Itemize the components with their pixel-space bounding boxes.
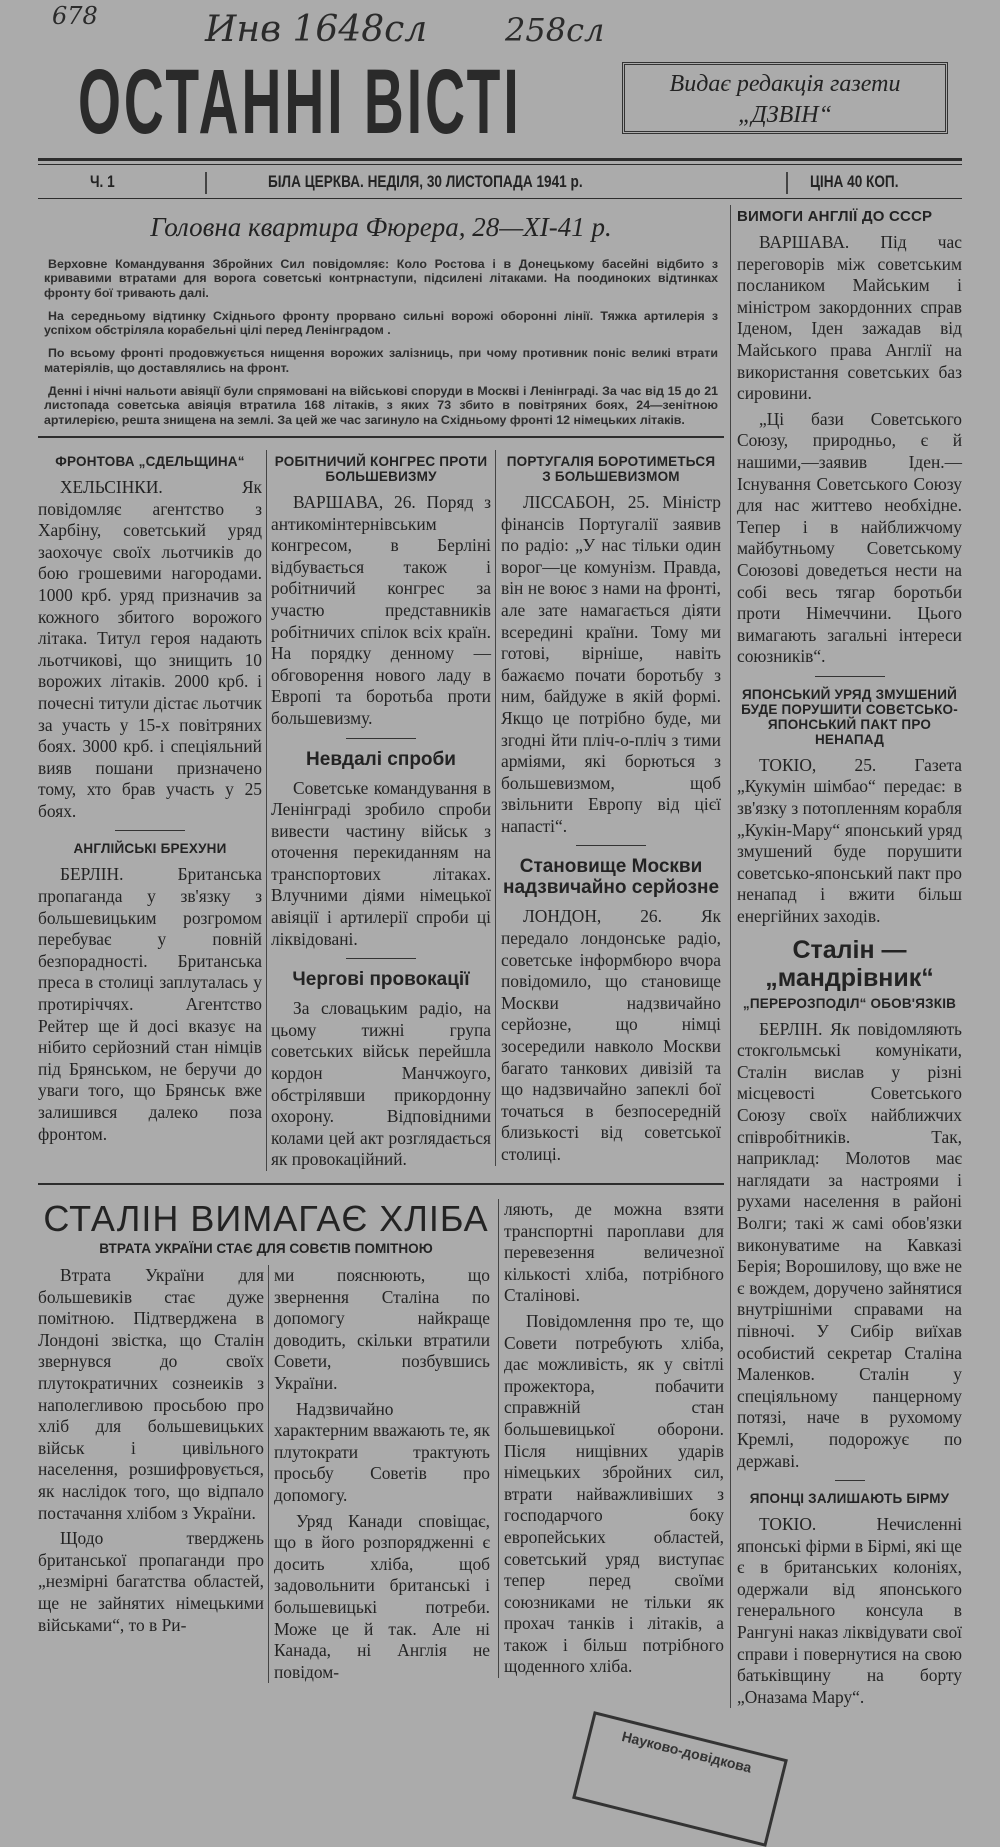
news-columns	[38, 450, 724, 1171]
price: ЦІНА 40 КОП.	[810, 172, 899, 191]
page-body	[38, 0, 962, 1708]
column-3	[495, 450, 721, 1166]
bottom-article-left	[38, 1199, 494, 1683]
bottom-column-a	[38, 1265, 264, 1636]
library-stamp	[572, 1712, 788, 1847]
paragraph: По всьому фронті продовжується нищення ворожих залізниць, при чому противник поніс великі втрати матеріялів, що доставлялись на фронт.	[44, 346, 718, 375]
bottom-column-c	[498, 1199, 724, 1678]
article-body: „Ці бази Советського Союзу, природньо, є й нашими,—заявив Іден.—Існування Советського Союзу для нас життево необхідне. Тепер і в найближчому майбутньому Советському Союзові доведеться нести на собі весь тягар боротьби проти Німеччини. Цього вимагають загальні інтереси союзників“.	[737, 408, 962, 667]
paragraph: На середньому відтинку Східнього фронту прорвано сильні ворожі оборонні лінії. Тяжка артилерія з успіхом обстріляла корабельні цілі перед Ленінградом .	[44, 308, 718, 338]
article-body: Уряд Канади сповіщає, що в його розпорядженні є досить хліба, щоб задовольнити британські і большевицькі потреби. Може це й так. Але ні Канада, ні Англія не повідом-	[274, 1510, 490, 1682]
article-heading: Невдалі спроби	[306, 748, 456, 770]
column-1	[38, 450, 262, 1145]
divider	[835, 1480, 865, 1481]
article-subheading: „ПЕРЕРОЗПОДІЛ“ ОБОВ'ЯЗКІВ	[742, 995, 957, 1011]
article-body: Повідомлення про те, що Совети потребують хліба, дає можливість, як у світлі прожектора, побачити справжній стан большевицької оборони. Після нищівних ударів німецьких збройних сил, втрати найважливіших з господарчого боку европейських областей, советський уряд виступає тепер перед своїми союзниками не тільки як прохач танків і літаків, а також і більш потрібного щоденного хліба.	[504, 1310, 724, 1677]
article-heading: ФРОНТОВА „СДЕЛЬЩИНА“	[55, 453, 245, 469]
divider	[115, 830, 185, 831]
article-body: Надзвичайно характерним вважають те, як плутократи трактують просьбу Советів про допомогу.	[274, 1398, 490, 1505]
column-2	[266, 450, 491, 1171]
article-body: Советське командування в Ленінграді зробило спроби вивести частину військ з оточення перекиданням на транспортових літаках. Влучними діями німецької авіяції і артилерії спроби ці ліквідовані.	[271, 777, 491, 949]
article-body: БЕРЛІН. Як повідомляють стокгольмські комунікати, Сталін вислав у різні місцевості Советського Союзу своїх найближчих співробітників. Так, наприклад: Молотов має наглядати за настроями і рухами населення в районі Волги; такі ж самі обов'язки виконуватиме на Кавказі Берія; Ворошилову, що вже не є вождем, доручено зайнятися внутрішніми справами на півночі. У Сибір виїхав особистий секретар Сталіна Маленков. Сталін у спеціяльному панцерному потязі, наче в рухомому Кремлі, подорожує по державі.	[737, 1018, 962, 1471]
article-body: ТОКІО. Нечисленні японські фірми в Бірмі, які ще є в британських колоніях, одержали від японського генерального консула в Рангуні наказ ліквідувати свої справи і повернутися на свою батьківщину на борту „Оназама Мару“.	[737, 1514, 962, 1707]
article-body: БЕРЛІН. Британська пропаганда у зв'язку з большевицьким розгромом перебуває у повній безпорадності. Британська преса в столиці заплуталась у протиріччях. Агентство Рейтер ще й досі вказує на нібито серйозний стан німців під Брянськом, не беручи до уваги того, що Брянськ вже залишився далеко поза фронтом.	[38, 864, 262, 1144]
place-date: БІЛА ЦЕРКВА. НЕДІЛЯ, 30 ЛИСТОПАДА 1941 р.	[268, 172, 583, 191]
issue-number: Ч. 1	[90, 172, 115, 191]
article-body: ВАРШАВА. Під час переговорів між советським послаником Майським і міністром закордонних справ Іденом, Іден зажадав від Майського права Англії на використання советських баз сировини.	[737, 232, 962, 404]
divider	[346, 738, 416, 739]
article-body: ЛОНДОН, 26. Як передало лондонське радіо, советське інформбюро вчора повідомило, що становище Москви надзвичайно серйозне, що німці зосередили навколо Москви багато танкових дивізій та що надзвичайно запеклі бої точаться в безпосередній близькості від советської столиці.	[501, 906, 721, 1164]
article-heading: Сталін — „мандрівник“	[765, 935, 934, 992]
article-heading: Становище Москви надзвичайно серйозне	[502, 856, 720, 899]
paragraph: Денні і нічні нальоти авіяції були спрямовані на військові споруди в Москві і Ленінграді. За час від 15 до 21 листопада советська авіяція втратила 168 літаків, з яких 73 збито в повітряних боях, 24—зенітною артилерією, решта знищена на землі. За цей же час загинуло на Східньому фронті 12 німецьких літаків.	[44, 384, 718, 427]
bottom-article	[38, 1199, 724, 1683]
bottom-columns	[38, 1265, 494, 1683]
stamp-text: Науково-довідкова	[620, 1728, 754, 1777]
publisher-line: Видає редакція газети	[669, 71, 901, 97]
article-body: ТОКІО, 25. Газета „Кукумін шімбао“ передає: в зв'язку з потопленням корабля „Кукін-Мару“ японський уряд змушений буде порушити советсько-японський пакт про ненапад і вжити більш енергійних заходів.	[737, 754, 962, 927]
article-heading: Чергові провокації	[292, 969, 470, 991]
article-body: ХЕЛЬСІНКИ. Як повідомляє агентство з Харбіну, советський уряд заохочує своїх льотчиків до бою грошевими нагородами. 1000 крб. уряд призначив за кожного збитого ворожого літака. Титул героя надають льотчикові, що знищить 10 ворожих літаків. 2000 крб. і почесні титули дістає льотчик за участь у 15-х повітряних боях. 3000 крб. і спеціяльний вияв пошани призначено тому, хто брав участь у 25 боях.	[38, 476, 262, 821]
handwritten-note: 258сл	[505, 11, 605, 49]
bottom-article-title: СТАЛІН ВИМАГАЄ ХЛІБА	[43, 1198, 489, 1239]
stamp-area	[0, 1724, 1000, 1844]
handwritten-note: 678	[52, 2, 98, 30]
paragraph: Верховне Командування Збройних Сил повідомляє: Коло Ростова і в Донецькому басейні відбито з кривавими втратами для ворога советські контрнаступи, підсилені літаками. На поодиноких відтинках фронту бої тривають далі.	[44, 257, 718, 300]
right-column	[730, 205, 962, 1708]
divider	[346, 958, 416, 959]
article-heading: ЯПОНЦІ ЗАЛИШАЮТЬ БІРМУ	[749, 1491, 950, 1507]
article-heading: ВИМОГИ АНГЛІЇ ДО СССР	[737, 208, 933, 225]
article-body: ЛІССАБОН, 25. Міністр фінансів Португалії заявив по радіо: „У нас тільки один ворог—це комунізм. Правда, він не воює з нами на фронті, але зате намагається діяти всередині країни. Тому ми готові, вірніше, навіть бажаємо почати боротьбу з ним, байдуже в якій формі. Якщо це потрібно буде, ми згодні йти пліч-о-пліч з тими арміями, які борються з большевизмом, щоб звільнити Европу від цієї напасті“.	[501, 491, 721, 836]
article-body: ми пояснюють, що звернення Сталіна по допомогу найкраще доводить, скільки втратили Совети, позбувшись України.	[274, 1265, 490, 1393]
divider	[38, 1183, 724, 1185]
article-heading: РОБІТНИЧИЙ КОНГРЕС ПРОТИ БОЛЬШЕВИЗМУ	[274, 453, 488, 484]
article-body: За словацьким радіо, на цьому тижні група советських військ перейшла кордон Манчжоуго, обстрілявши прикордонну охорону. Відповідними колами цей акт розглядається як провокаційний.	[271, 998, 491, 1170]
divider	[38, 436, 724, 438]
article-body: Щодо тверджень британської пропаганди про „незмірні багатства областей, ще не зайнятих німецькими військами“, то в Ри-	[38, 1528, 264, 1635]
handwritten-inventory-number: Инв 1648сл	[205, 9, 428, 50]
article-body: ляють, де можна взяти транспортні пароплави для перевезення величезної кількості хліба, потрібного Сталінові.	[504, 1199, 724, 1306]
bottom-article-subtitle: ВТРАТА УКРАЇНИ СТАЄ ДЛЯ СОВЄТІВ ПОМІТНОЮ	[99, 1241, 433, 1256]
lead-article-body	[38, 257, 724, 427]
article-body: Втрата України для большевиків стає дуже помітною. Підтверджена в Лондоні звістка, що Сталін звернувся до своїх плутократичних сознеиків з наполегливою просьбою про хліб для большевицьких військ і цивільного населення, розшифровується, як наслідок того, що відпало постачання хлібом з України.	[38, 1265, 264, 1523]
divider	[576, 845, 646, 846]
lead-article-title: Головна квартира Фюрера, 28—XI-41 р.	[150, 212, 612, 242]
main-area	[38, 205, 724, 1683]
masthead-title-text: ОСТАННІ ВІСТІ	[78, 62, 522, 142]
publisher-name: „ДЗВІН“	[738, 102, 832, 128]
article-heading: ЯПОНСЬКИЙ УРЯД ЗМУШЕНИЙ БУДЕ ПОРУШИТИ СОВЄТСЬКО-ЯПОНСЬКИЙ ПАКТ ПРО НЕНАПАД	[741, 686, 958, 747]
article-heading: ПОРТУГАЛІЯ БОРОТИМЕТЬСЯ З БОЛЬШЕВИЗМОМ	[506, 453, 716, 484]
divider	[815, 676, 885, 677]
bottom-column-b	[268, 1265, 490, 1683]
article-body: ВАРШАВА, 26. Поряд з антикомінтернівським конгресом, в Берліні відбувається також і робітничий конгрес за участю представників робітничих спілок всіх країн. На порядку денному — обговорення нового ладу в Европі та боротьба проти большевизму.	[271, 491, 491, 728]
article-heading: АНГЛІЙСЬКІ БРЕХУНИ	[73, 841, 227, 857]
